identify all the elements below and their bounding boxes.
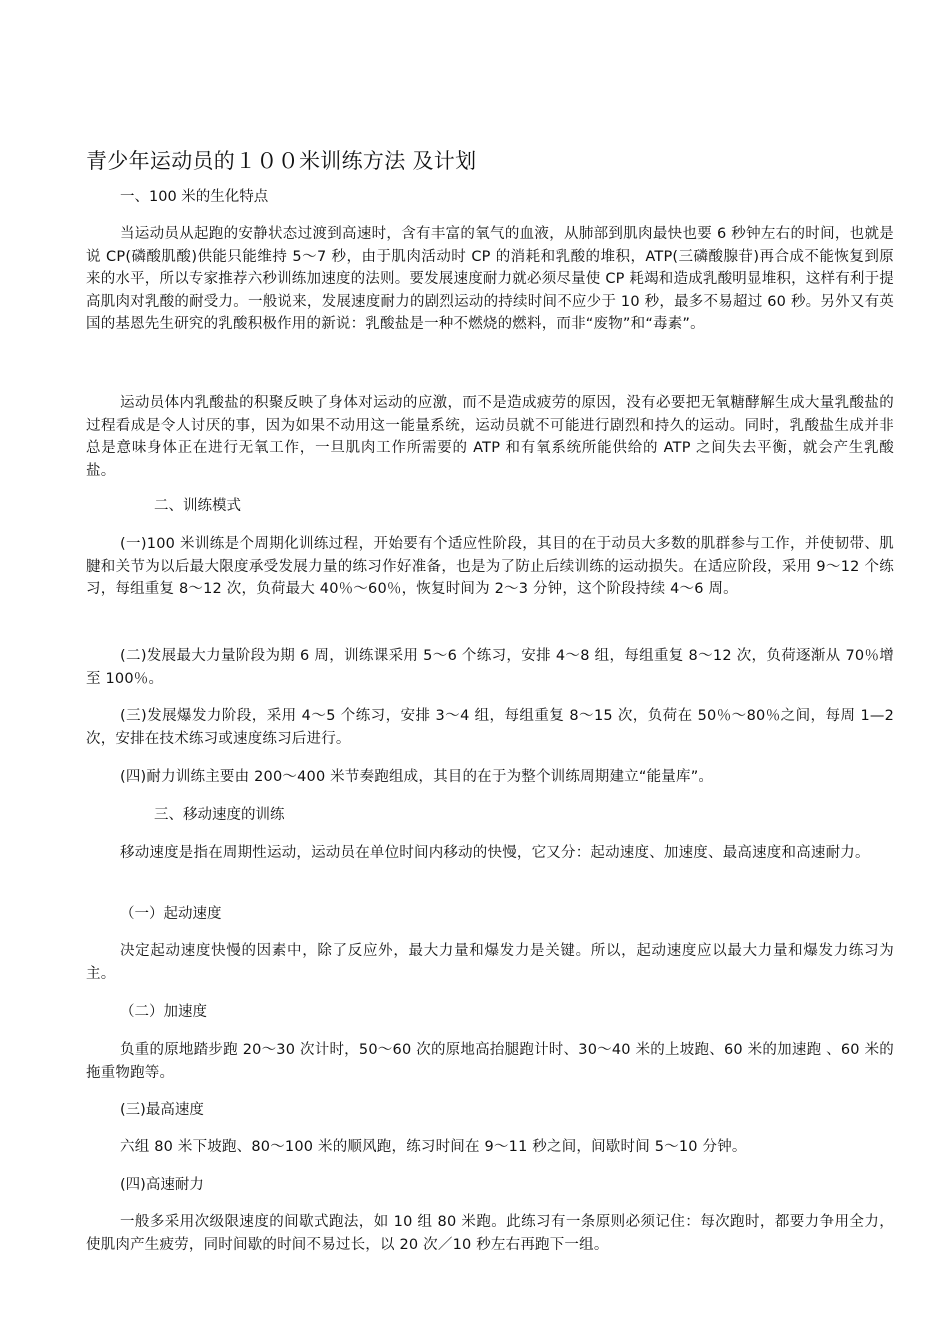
paragraph-3-2-body: 负重的原地踏步跑 20～30 次计时，50～60 次的原地高抬腿跑计时、30～40 米的上坡跑、60 米的加速跑 、60 米的拖重物跑等。 — [86, 1042, 894, 1081]
section-heading-2: 二、训练模式 — [154, 498, 241, 514]
subheading-3-3: (三)最高速度 — [120, 1102, 204, 1118]
paragraph-1-1: 当运动员从起跑的安静状态过渡到高速时，含有丰富的氧气的血液，从肺部到肌肉最快也要 6 秒钟左右的时间，也就是说 CP(磷酸肌酸)供能只能维持 5～7 秒，由于肌肉活动时 CP 的消耗和乳酸的堆积，ATP(三磷酸腺苷)再合成不能恢复到原来的水平，所以专家推荐六秒训练加速度的法则。要发展速度耐力就必须尽量使 CP 耗竭和造成乳酸明显堆积，这样有利于提高肌肉对乳酸的耐受力。一般说来，发展速度耐力的剧烈运动的持续时间不应少于 10 秒，最多不易超过 60 秒。另外又有英国的基恩先生研究的乳酸积极作用的新说：乳酸盐是一种不燃烧的燃料，而非“废物”和“毒素”。 — [86, 226, 894, 333]
paragraph-2-1: (一)100 米训练是个周期化训练过程，开始要有个适应性阶段，其目的在于动员大多数的肌群参与工作，并使韧带、肌腱和关节为以后最大限度承受发展力量的练习作好准备，也是为了防止后续训练的运动损失。在适应阶段，采用 9～12 个练习，每组重复 8～12 次，负荷最大 40％～60％，恢复时间为 2～3 分钟，这个阶段持续 4～6 周。 — [86, 536, 894, 598]
subheading-3-2: （二）加速度 — [120, 1004, 207, 1020]
paragraph-1-2: 运动员体内乳酸盐的积聚反映了身体对运动的应激，而不是造成疲劳的原因，没有必要把无氧糖酵解生成大量乳酸盐的过程看成是令人讨厌的事，因为如果不动用这一能量系统，运动员就不可能进行剧烈和持久的运动。同时，乳酸盐生成并非总是意味身体正在进行无氧工作，一旦肌肉工作所需要的 ATP 和有氧系统所能供给的 ATP 之间失去平衡，就会产生乳酸盐。 — [86, 395, 894, 479]
paragraph-3-1: 移动速度是指在周期性运动，运动员在单位时间内移动的快慢，它又分：起动速度、加速度、最高速度和高速耐力。 — [120, 845, 870, 861]
paragraph-2-4: (四)耐力训练主要由 200～400 米节奏跑组成，其目的在于为整个训练周期建立“能量库”。 — [120, 769, 714, 785]
paragraph-3-4-body: 一般多采用次级限速度的间歇式跑法，如 10 组 80 米跑。此练习有一条原则必须记住：每次跑时，都要力争用全力，使肌肉产生疲劳，同时间歇的时间不易过长，以 20 次／10 秒左右再跑下一组。 — [86, 1214, 894, 1253]
paragraph-2-2: (二)发展最大力量阶段为期 6 周，训练课采用 5～6 个练习，安排 4～8 组，每组重复 8～12 次，负荷逐渐从 70％增至 100％。 — [86, 648, 894, 687]
subheading-3-1: （一）起动速度 — [120, 906, 222, 922]
section-heading-3: 三、移动速度的训练 — [154, 807, 285, 823]
paragraph-3-3-body: 六组 80 米下坡跑、80～100 米的顺风跑，练习时间在 9～11 秒之间，间歇时间 5～10 分钟。 — [120, 1139, 747, 1155]
paragraph-2-3: (三)发展爆发力阶段，采用 4～5 个练习，安排 3～4 组，每组重复 8～15 次，负荷在 50％～80％之间，每周 1—2 次，安排在技术练习或速度练习后进行。 — [86, 708, 894, 747]
section-heading-1: 一、100 米的生化特点 — [120, 189, 269, 205]
document-title: 青少年运动员的１００米训练方法 及计划 — [86, 149, 477, 173]
subheading-3-4: (四)高速耐力 — [120, 1177, 204, 1193]
paragraph-3-1-body: 决定起动速度快慢的因素中，除了反应外，最大力量和爆发力是关键。所以，起动速度应以最大力量和爆发力练习为主。 — [86, 943, 894, 982]
